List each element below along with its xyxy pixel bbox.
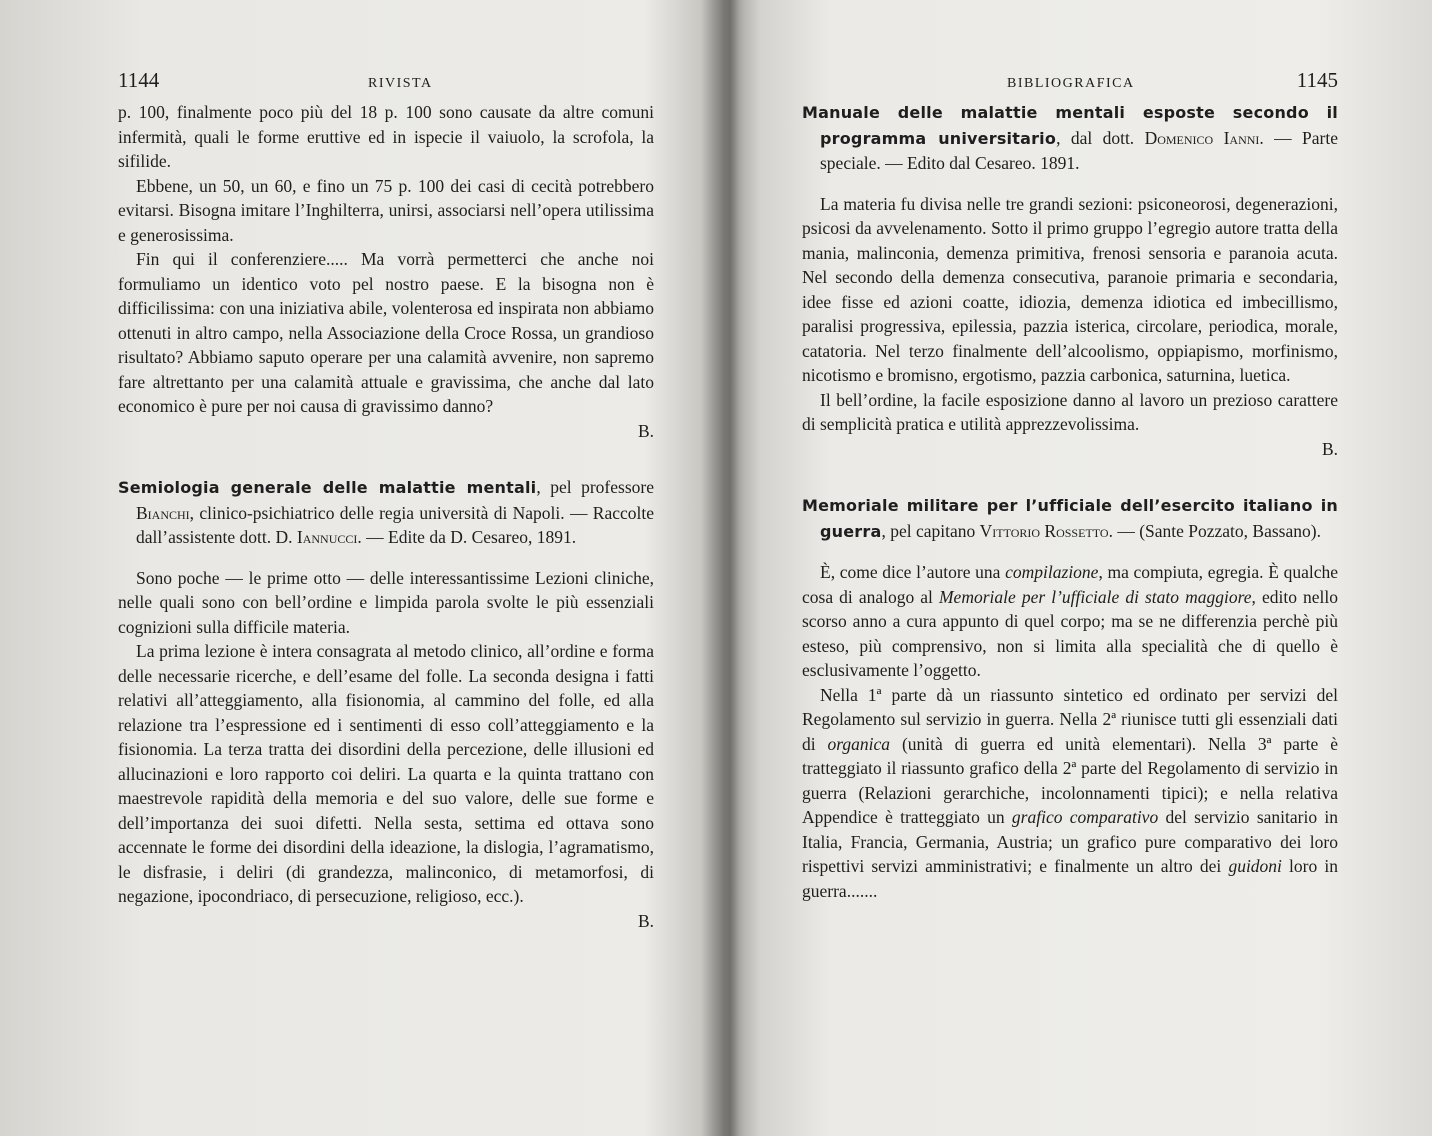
review-heading bbox=[802, 100, 1338, 176]
paragraph: Il bell’ordine, la facile esposizione danno al lavoro un prezioso carattere di semplicità pratica e utilità apprezzevolissima. bbox=[802, 389, 1338, 434]
review-heading bbox=[118, 475, 654, 550]
text: , edito nello scorso anno a cura appunto di quel corpo; ma se ne differenzia perchè più esteso, più comprensivo, non si limita alla specialità che di quello è esclusivamente l’oggetto. bbox=[802, 586, 1338, 680]
paragraph: Ebbene, un 50, un 60, e fino un 75 p. 100 dei casi di cecità potrebbero evitarsi. Bisogna imitare l’Inghilterra, unirsi, associarsi nell’opera utilissima e generosissima. bbox=[118, 175, 654, 245]
page-number: 1145 bbox=[1296, 68, 1338, 92]
paragraph: La materia fu divisa nelle tre grandi sezioni: psiconeorosi, degenerazioni, psicosi da avvelenamento. Sotto il primo gruppo l’egregio autore tratta della mania, malinconia, demenza primitiva, frenosi sensoria e paranoia acuta. Nel secondo della demenza consecutiva, paranoie primaria e secondaria, idee fisse ed azioni coatte, idiozia, demenza idiotica ed imbecillismo, paralisi progressiva, epilessia, pazzia isterica, circolare, periodica, morale, catatoria. Nel terzo finalmente dell’alcoolismo, oppiapismo, morfinismo, nicotismo e bromisno, ergotismo, pazzia carbonica, saturnina, luetica. bbox=[802, 193, 1338, 385]
book-title: Memoriale militare per l’ufficiale dell’esercito italiano in guerra bbox=[802, 496, 1338, 541]
assistant-name: Iannucci bbox=[296, 527, 358, 547]
book-title: Semiologia generale delle malattie mentali bbox=[118, 478, 537, 497]
page-number: 1144 bbox=[118, 68, 160, 92]
review-text: , dal dott. bbox=[1056, 127, 1145, 148]
signature: B. bbox=[1321, 438, 1338, 459]
left-page bbox=[118, 60, 654, 933]
review-heading bbox=[802, 493, 1338, 544]
running-head: BIBLIOGRAFICA bbox=[1007, 76, 1135, 91]
author-name: Vittorio Rossetto bbox=[979, 520, 1109, 541]
left-page-header bbox=[118, 60, 654, 100]
review-text: . — Edite da D. Cesareo, 1891. bbox=[357, 527, 577, 547]
italic-text: organica bbox=[827, 733, 891, 754]
review-text: , pel capitano bbox=[881, 520, 980, 541]
text: (unità di guerra ed unità elementari). Nella 3ª parte è tratteggiato il riassunto grafico della 2ª parte del Regolamento di servizio in guerra (Relazioni gerarchiche, incolonnamenti tipici); e nella relativa Appendice è tratteggiato un bbox=[802, 733, 1338, 827]
paragraph: La prima lezione è intera consagrata al metodo clinico, all’ordine e forma delle necessarie ricerche, e dell’esame del folle. La seconda designa i fatti relativi all’atteggiamento, alla fisionomia, al cammino del folle, ed alla relazione tra l’espressione ed i sentimenti di esso coll’atteggiamento e la fisionomia. La terza tratta dei disordini della percezione, delle illusioni ed allucinazioni e loro rapporto coi deliri. La quarta e la quinta trattano con maestrevole rapidità della memoria e del suo valore, delle sue forme e dell’importanza dei suoi difetti. Nella sesta, settima ed ottava sono accennate le forme dei disordini della ideazione, la dislogia, l’agramatismo, le disfrasie, i deliri (di grandezza, malinconico, di metamorfosi, di negazione, ipocondriaco, di persecuzione, religioso, ecc.). bbox=[118, 641, 654, 906]
text: Nella 1ª parte dà un riassunto sintetico ed ordinato per servizi del Regolamento sul servizio in guerra. Nella 2ª riunisce tutti gli essenziali dati di bbox=[802, 684, 1338, 754]
text: , ma compiuta, egregia. È qualche cosa di analogo al bbox=[802, 562, 1338, 607]
author-name: Bianchi bbox=[136, 502, 190, 523]
review-text: , clinico-psichiatrico delle regia università di Napoli. — Raccolte dall’assistente dott. D. bbox=[136, 502, 654, 547]
signature: B. bbox=[637, 420, 654, 441]
review-text: . — (Sante Pozzato, Bassano). bbox=[1108, 520, 1321, 541]
italic-text: grafico comparativo bbox=[1011, 807, 1159, 827]
paragraph: Fin qui il conferenziere..... Ma vorrà permetterci che anche noi formuliamo un identico voto pel nostro paese. E la bisogna non è difficilissima: con una iniziativa abile, volenterosa ed inspirata non abbiamo ottenuti in altro campo, nella Associazione della Croce Rossa, un grandioso risultato? Abbiamo saputo operare per una calamità avvenire, non sapremo fare altrettanto per una calamità attuale e gravissima, che anche dal lato economico è pure per noi causa di gravissimo danno? bbox=[118, 249, 654, 416]
signature: B. bbox=[637, 910, 654, 931]
paragraph bbox=[802, 560, 1338, 683]
review-text: . — Parte speciale. — Edito dal Cesareo. 1891. bbox=[820, 127, 1338, 173]
text: del servizio sanitario in Italia, Francia, Germania, Austria; un grafico pure comparativo dei loro rispettivi servizi amministrativi; e finalmente un altro dei bbox=[802, 807, 1338, 876]
paragraph bbox=[802, 683, 1338, 904]
italic-text: Memoriale per l’ufficiale di stato maggiore bbox=[938, 586, 1252, 607]
running-head: RIVISTA bbox=[368, 76, 433, 91]
review-text: , pel professore bbox=[536, 477, 654, 497]
right-page-header bbox=[802, 60, 1338, 100]
book-title: Manuale delle malattie mentali esposte secondo il programma universitario bbox=[802, 103, 1338, 148]
paragraph: p. 100, finalmente poco più del 18 p. 100 sono causate da altre comuni infermità, quali le forme eruttive ed in ispecie il vaiuolo, la scrofola, la sifilide. bbox=[118, 102, 654, 171]
italic-text: compilazione bbox=[1005, 562, 1099, 582]
text: loro in guerra....... bbox=[802, 856, 1338, 901]
author-name: Domenico Ianni bbox=[1144, 127, 1260, 148]
right-page bbox=[802, 60, 1338, 903]
paragraph: Sono poche — le prime otto — delle interessantissime Lezioni cliniche, nelle quali sono con bell’ordine e limpida parola svolte le più essenziali cognizioni sulla difficile materia. bbox=[118, 567, 654, 637]
italic-text: guidoni bbox=[1228, 856, 1282, 876]
text: È, come dice l’autore una bbox=[820, 562, 1006, 582]
book-gutter bbox=[700, 0, 760, 1136]
